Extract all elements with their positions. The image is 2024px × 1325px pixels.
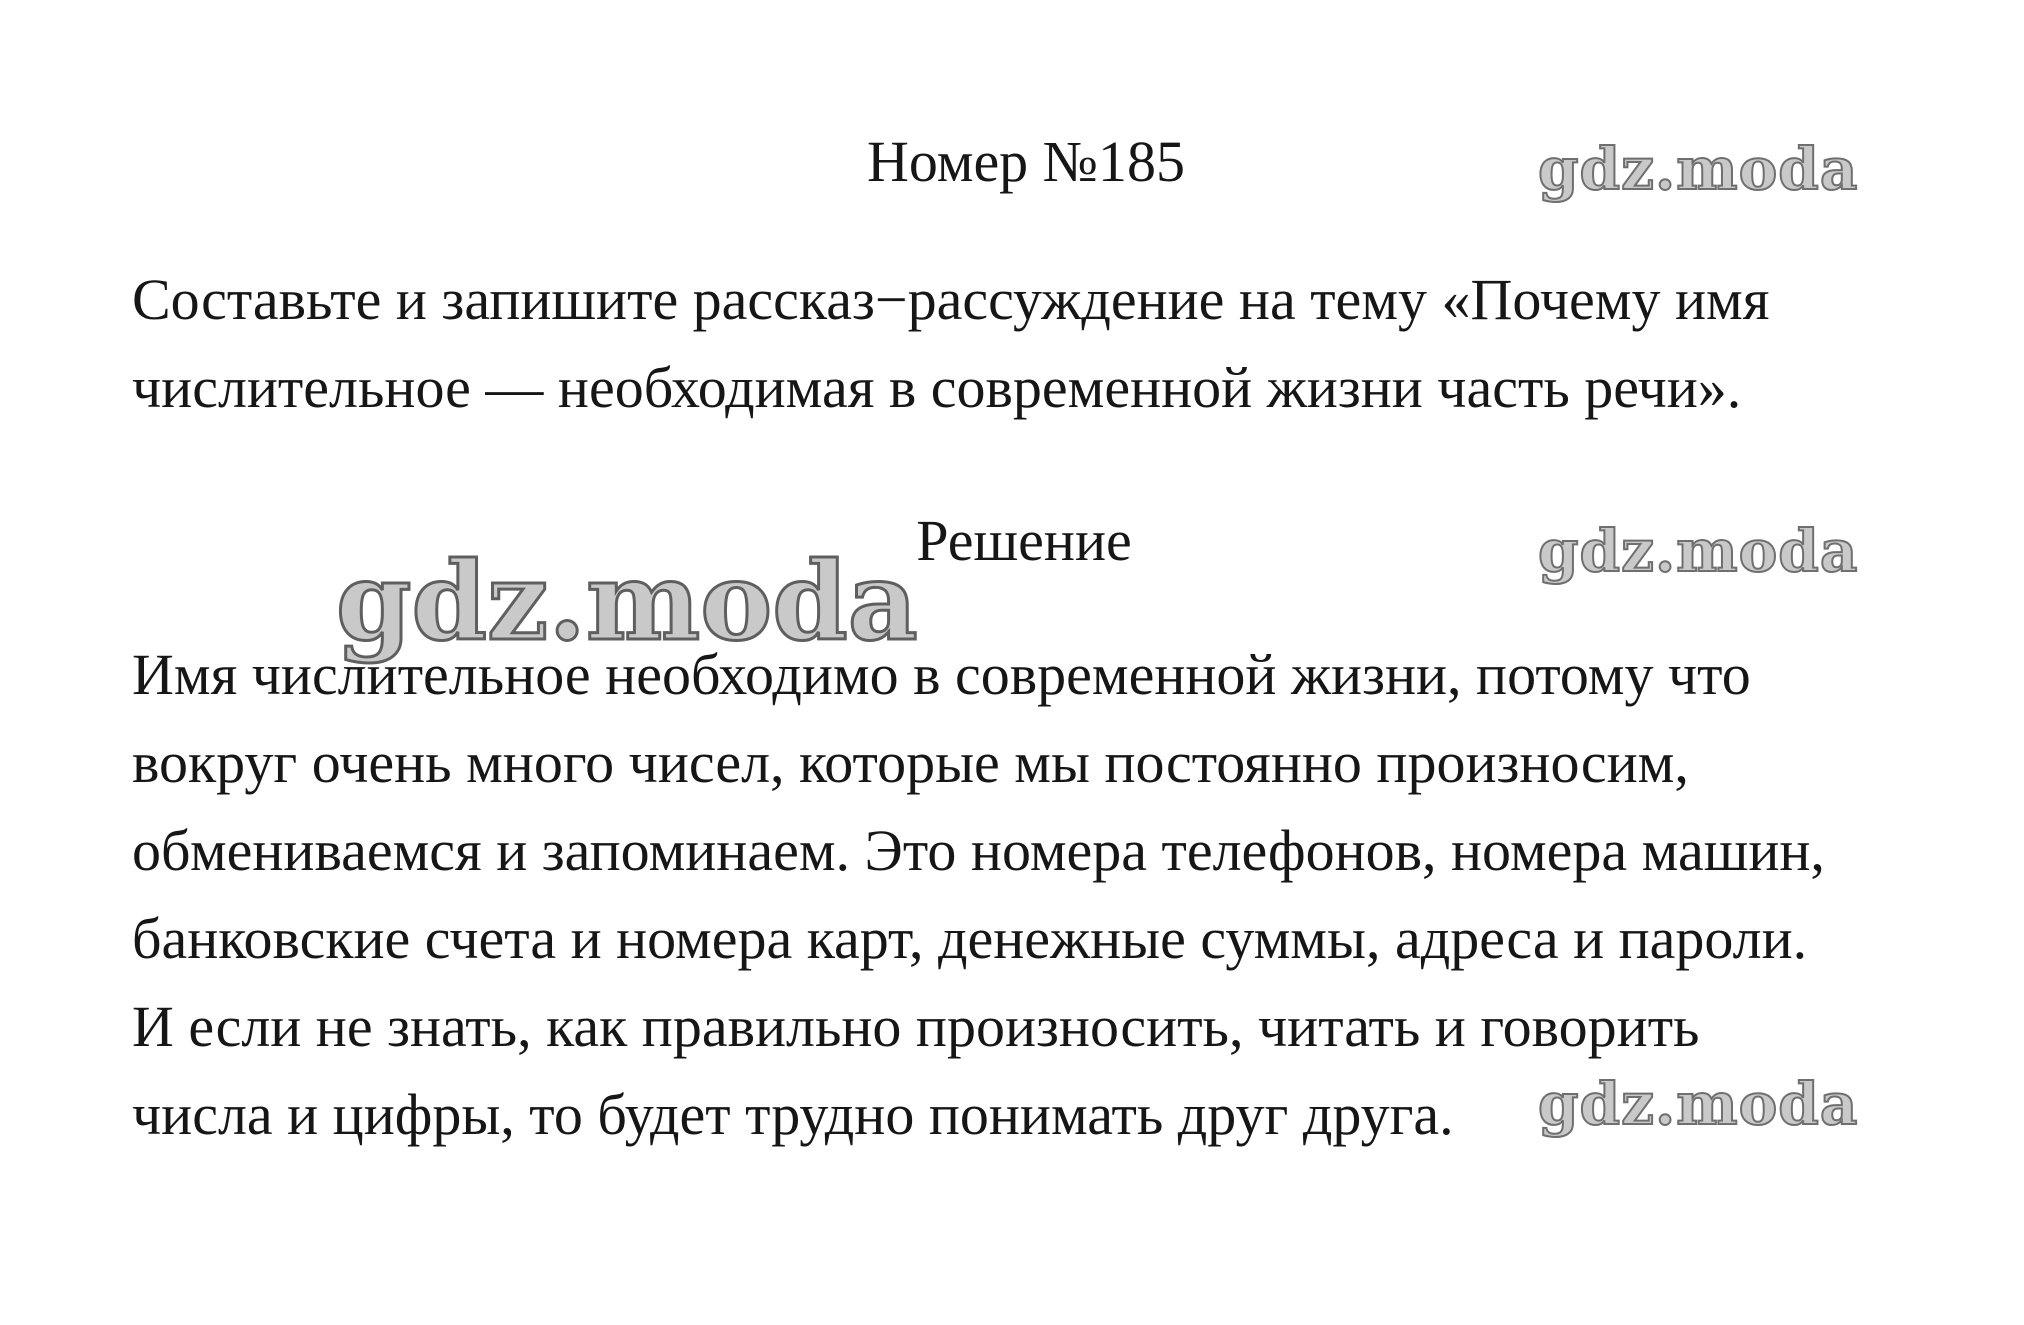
task-line: Составьте и запишите рассказ−рассуждение на тему «Почему имя xyxy=(132,267,1770,332)
solution-line: банковские счета и номера карт, денежные суммы, адреса и пароли. xyxy=(132,906,1808,971)
solution-line: числа и цифры, то будет трудно понимать друг друга. xyxy=(132,1082,1454,1147)
solution-line: И если не знать, как правильно произносить, читать и говорить xyxy=(132,994,1700,1059)
solution-line: обмениваемся и запоминаем. Это номера телефонов, номера машин, xyxy=(132,818,1825,883)
solution-line: вокруг очень много чисел, которые мы постоянно произносим, xyxy=(132,730,1689,795)
solution-title: Решение xyxy=(916,508,1132,573)
watermark: gdz.moda xyxy=(1538,135,1859,203)
task-title: Номер №185 xyxy=(866,129,1186,194)
watermark-large: gdz.moda xyxy=(336,539,918,665)
watermark: gdz.moda xyxy=(1538,1070,1859,1138)
task-text xyxy=(132,256,1769,432)
task-line: числительное — необходимая в современной жизни часть речи». xyxy=(132,355,1742,420)
solution-text xyxy=(132,631,1825,1159)
watermark: gdz.moda xyxy=(1538,517,1859,585)
solution-line: Имя числительное необходимо в современной жизни, потому что xyxy=(132,642,1751,707)
